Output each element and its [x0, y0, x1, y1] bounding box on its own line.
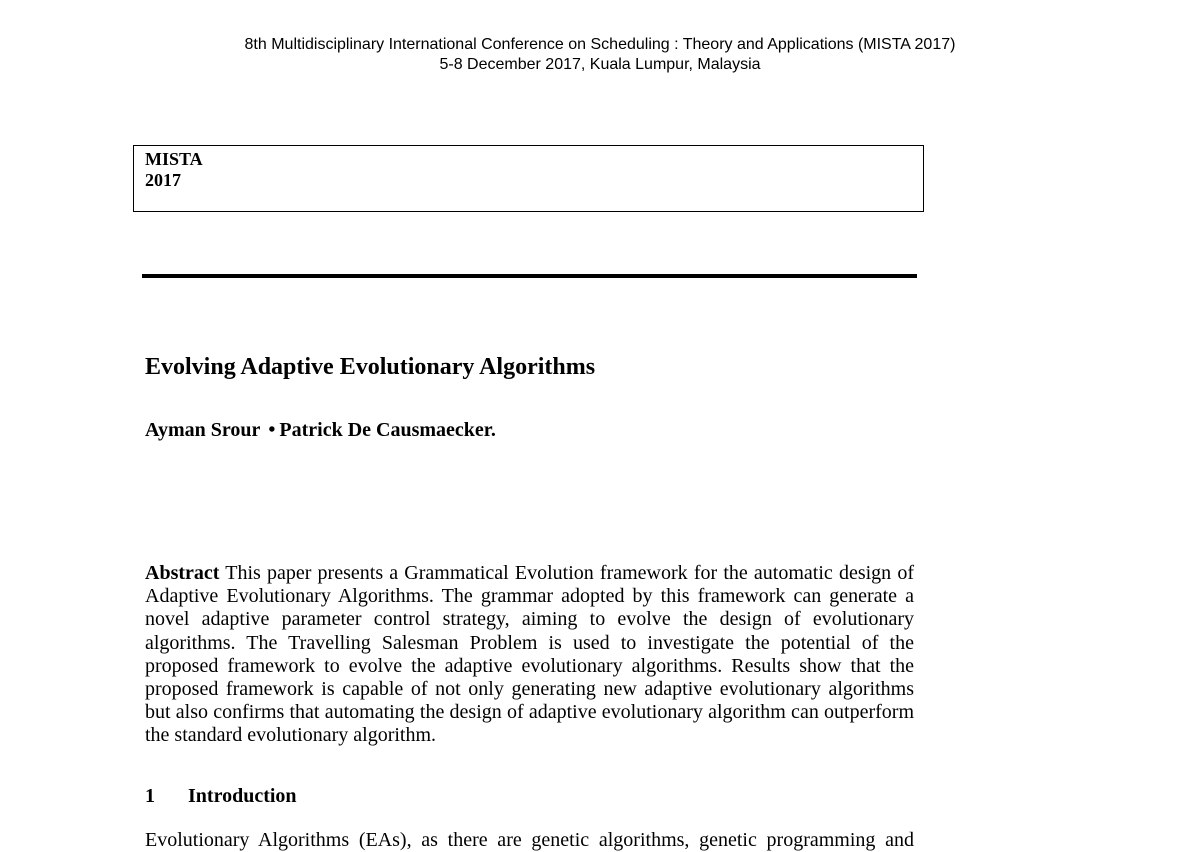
author-list	[145, 418, 496, 442]
abstract	[145, 562, 914, 748]
title-divider	[142, 274, 917, 278]
paper-title: Evolving Adaptive Evolutionary Algorithms	[145, 354, 596, 380]
conference-name: 8th Multidisciplinary International Conference on Scheduling : Theory and Applications (MISTA 2017)	[244, 36, 956, 53]
abstract-label: Abstract	[145, 562, 220, 584]
mista-label: MISTA	[145, 149, 203, 169]
conference-date-location: 5-8 December 2017, Kuala Lumpur, Malaysia	[439, 55, 761, 73]
section-title: Introduction	[188, 785, 297, 807]
abstract-text: This paper presents a Grammatical Evolution framework for the automatic design of Adaptive Evolutionary Algorithms. The grammar adopted by this framework can generate a novel adaptive parameter control strategy, aiming to evolve the design of evolutionary algorithms. The Travelling Salesman Problem is used to investigate the potential of the proposed framework to evolve the adaptive evolutionary algorithms. Results show that the proposed framework is capable of not only generating new adaptive evolutionary algorithms but also confirms that automating the design of adaptive evolutionary algorithm can outperform the standard evolutionary algorithm.	[145, 562, 915, 747]
author-separator: •	[268, 419, 276, 441]
mista-logo-box	[133, 145, 924, 212]
introduction-text: Evolutionary Algorithms (EAs), as there are genetic algorithms, genetic programming and	[145, 829, 914, 851]
author-name: Ayman Srour	[145, 419, 261, 441]
section-heading-introduction	[145, 784, 297, 808]
conference-header	[0, 35, 1200, 74]
section-number: 1	[145, 785, 155, 807]
mista-year: 2017	[145, 170, 181, 190]
author-name: Patrick De Causmaecker.	[279, 419, 496, 441]
